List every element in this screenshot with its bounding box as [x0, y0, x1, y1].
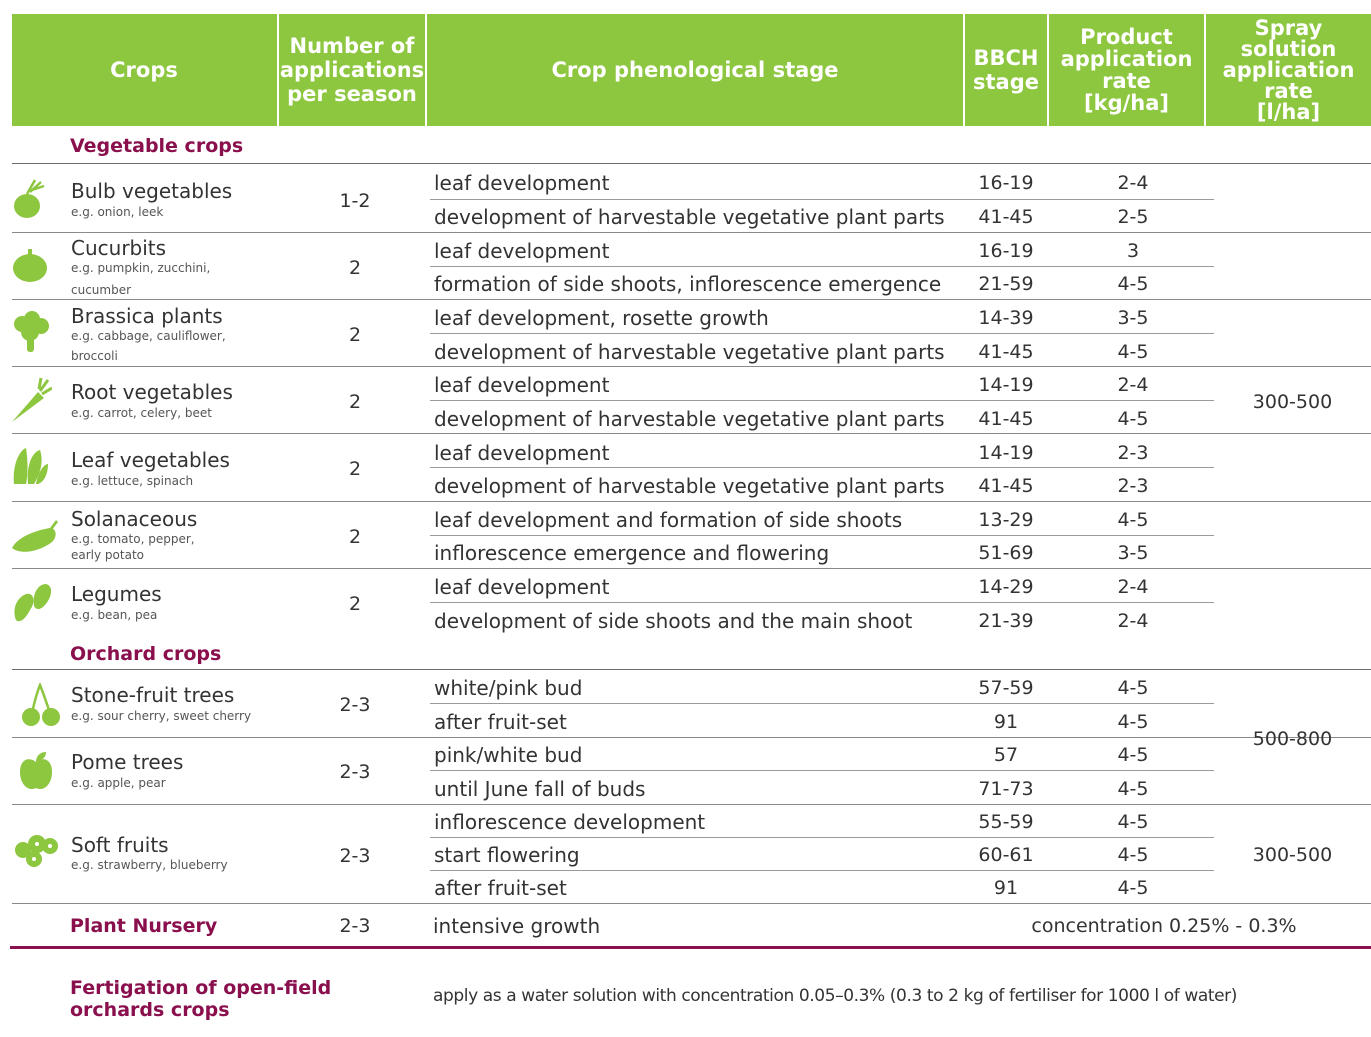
rate-value: 4-5: [1117, 509, 1149, 531]
berries-icon: [12, 832, 62, 868]
rate-value: 3: [1126, 240, 1140, 262]
stage-text: inflorescence emergence and flowering: [434, 541, 830, 565]
bbch-value: 14-29: [978, 576, 1034, 598]
applications-count: 2: [348, 593, 362, 615]
footer-divider: [10, 946, 1371, 949]
crop-examples: e.g. lettuce, spinach: [71, 474, 194, 488]
bbch-value: 41-45: [978, 475, 1034, 497]
rate-value: 3-5: [1117, 542, 1149, 564]
apple-icon: [18, 750, 54, 792]
rate-value: 2-4: [1117, 610, 1149, 632]
table-header: [12, 14, 1371, 126]
rate-value: 4-5: [1117, 844, 1149, 866]
applications-count: 2-3: [339, 694, 371, 716]
crop-name: Leaf vegetables: [71, 448, 230, 472]
stage-text: development of harvestable vegetative plant parts: [434, 340, 945, 364]
stage-text: development of side shoots and the main shoot: [434, 609, 913, 633]
stage-text: pink/white bud: [434, 743, 583, 767]
applications-count: 2: [348, 324, 362, 346]
crop-examples: e.g. strawberry, blueberry: [71, 858, 228, 872]
bbch-value: 14-39: [978, 307, 1034, 329]
spray-rate-soft-fruits: 300-500: [1252, 844, 1333, 866]
rate-value: 2-4: [1117, 576, 1149, 598]
bbch-value: 91: [993, 711, 1019, 733]
bbch-value: 14-19: [978, 442, 1034, 464]
crop-examples: e.g. pumpkin, zucchini,: [71, 261, 211, 275]
bbch-value: 51-69: [978, 542, 1034, 564]
stage-text: white/pink bud: [434, 676, 583, 700]
stage-text: leaf development: [434, 171, 610, 195]
crop-examples: broccoli: [71, 349, 118, 363]
spray-rate-vegetable: 300-500: [1252, 391, 1333, 413]
bbch-value: 21-59: [978, 273, 1034, 295]
stage-text: leaf development, rosette growth: [434, 306, 769, 330]
onion-icon: [10, 176, 46, 220]
stage-text: development of harvestable vegetative plant parts: [434, 205, 945, 229]
bbch-value: 91: [993, 877, 1019, 899]
stage-text: inflorescence development: [434, 810, 706, 834]
applications-count: 2-3: [339, 761, 371, 783]
stage-text: leaf development: [434, 373, 610, 397]
stage-text: leaf development: [434, 575, 610, 599]
bbch-value: 71-73: [978, 778, 1034, 800]
header-crops: Crops: [110, 58, 178, 82]
stage-text: development of harvestable vegetative plant parts: [434, 407, 945, 431]
applications-count: 1-2: [339, 190, 371, 212]
crop-name: Pome trees: [71, 750, 184, 774]
crop-name: Cucurbits: [71, 236, 167, 260]
section-plant-nursery: Plant Nursery: [70, 915, 218, 937]
spray-rate-orchard: 500-800: [1252, 728, 1333, 750]
lettuce-icon: [10, 444, 50, 488]
broccoli-icon: [10, 310, 52, 354]
rate-value: 4-5: [1117, 877, 1149, 899]
bean-icon: [10, 580, 54, 626]
carrot-icon: [8, 376, 52, 426]
stage-text: start flowering: [434, 843, 580, 867]
bbch-value: 13-29: [978, 509, 1034, 531]
rate-value: 2-5: [1117, 206, 1149, 228]
fertigation-text: apply as a water solution with concentration 0.05–0.3% (0.3 to 2 kg of fertiliser for 1000 l of water): [433, 986, 1238, 1006]
stage-text: after fruit-set: [434, 876, 567, 900]
bbch-value: 41-45: [978, 341, 1034, 363]
applications-count: 2: [348, 391, 362, 413]
header-rate: Product application rate [kg/ha]: [1060, 25, 1193, 115]
rate-value: 2-4: [1117, 374, 1149, 396]
stage-text: after fruit-set: [434, 710, 567, 734]
bbch-value: 41-45: [978, 206, 1034, 228]
crop-examples: e.g. sour cherry, sweet cherry: [71, 709, 252, 723]
stage-text: formation of side shoots, inflorescence emergence: [434, 272, 942, 296]
bbch-value: 55-59: [978, 811, 1034, 833]
crop-examples: e.g. cabbage, cauliflower,: [71, 329, 226, 343]
stage-text: leaf development and formation of side shoots: [434, 508, 903, 532]
crop-name: Brassica plants: [71, 304, 223, 328]
crop-name: Root vegetables: [71, 380, 233, 404]
rate-value: 3-5: [1117, 307, 1149, 329]
crop-name: Soft fruits: [71, 833, 169, 857]
header-bbch: BBCH stage: [973, 46, 1039, 94]
bbch-value: 14-19: [978, 374, 1034, 396]
header-spray: Spray solution application rate [l/ha]: [1222, 15, 1355, 124]
stage-text: development of harvestable vegetative plant parts: [434, 474, 945, 498]
nursery-applications: 2-3: [339, 915, 371, 937]
crop-examples: cucumber: [71, 283, 132, 297]
nursery-concentration: concentration 0.25% - 0.3%: [1031, 915, 1297, 937]
applications-count: 2: [348, 257, 362, 279]
pumpkin-icon: [10, 246, 50, 284]
section-fertigation: Fertigation of open-field orchards crops: [70, 977, 332, 1021]
stage-text: leaf development: [434, 441, 610, 465]
rate-value: 4-5: [1117, 778, 1149, 800]
crop-examples: e.g. onion, leek: [71, 205, 164, 219]
rate-value: 4-5: [1117, 677, 1149, 699]
divider: [12, 163, 1371, 164]
rate-value: 2-4: [1117, 172, 1149, 194]
header-stage: Crop phenological stage: [551, 58, 839, 82]
section-orchard-crops: Orchard crops: [70, 643, 222, 665]
rate-value: 4-5: [1117, 341, 1149, 363]
applications-count: 2-3: [339, 845, 371, 867]
applications-count: 2: [348, 458, 362, 480]
rate-value: 4-5: [1117, 408, 1149, 430]
crop-name: Stone-fruit trees: [71, 683, 235, 707]
nursery-stage: intensive growth: [433, 914, 601, 938]
stage-text: leaf development: [434, 239, 610, 263]
bbch-value: 57-59: [978, 677, 1034, 699]
bbch-value: 16-19: [978, 172, 1034, 194]
rate-value: 4-5: [1117, 811, 1149, 833]
stage-text: until June fall of buds: [434, 777, 646, 801]
header-applications: Number of applications per season: [279, 34, 425, 106]
bbch-value: 16-19: [978, 240, 1034, 262]
rate-value: 4-5: [1117, 273, 1149, 295]
crop-name: Bulb vegetables: [71, 179, 233, 203]
crop-examples: e.g. apple, pear: [71, 776, 166, 790]
rate-value: 2-3: [1117, 442, 1149, 464]
bbch-value: 21-39: [978, 610, 1034, 632]
cherry-icon: [18, 683, 62, 727]
applications-count: 2: [348, 526, 362, 548]
bbch-value: 60-61: [978, 844, 1034, 866]
eggplant-icon: [8, 516, 60, 556]
divider: [12, 669, 1371, 670]
rate-value: 4-5: [1117, 711, 1149, 733]
crop-examples: e.g. tomato, pepper,: [71, 532, 195, 546]
section-vegetable-crops: Vegetable crops: [70, 135, 244, 157]
crop-examples: early potato: [71, 548, 144, 562]
crop-examples: e.g. carrot, celery, beet: [71, 406, 212, 420]
rate-value: 2-3: [1117, 475, 1149, 497]
crop-examples: e.g. bean, pea: [71, 608, 158, 622]
bbch-value: 57: [993, 744, 1019, 766]
rate-value: 4-5: [1117, 744, 1149, 766]
crop-name: Legumes: [71, 582, 162, 606]
crop-name: Solanaceous: [71, 507, 198, 531]
bbch-value: 41-45: [978, 408, 1034, 430]
